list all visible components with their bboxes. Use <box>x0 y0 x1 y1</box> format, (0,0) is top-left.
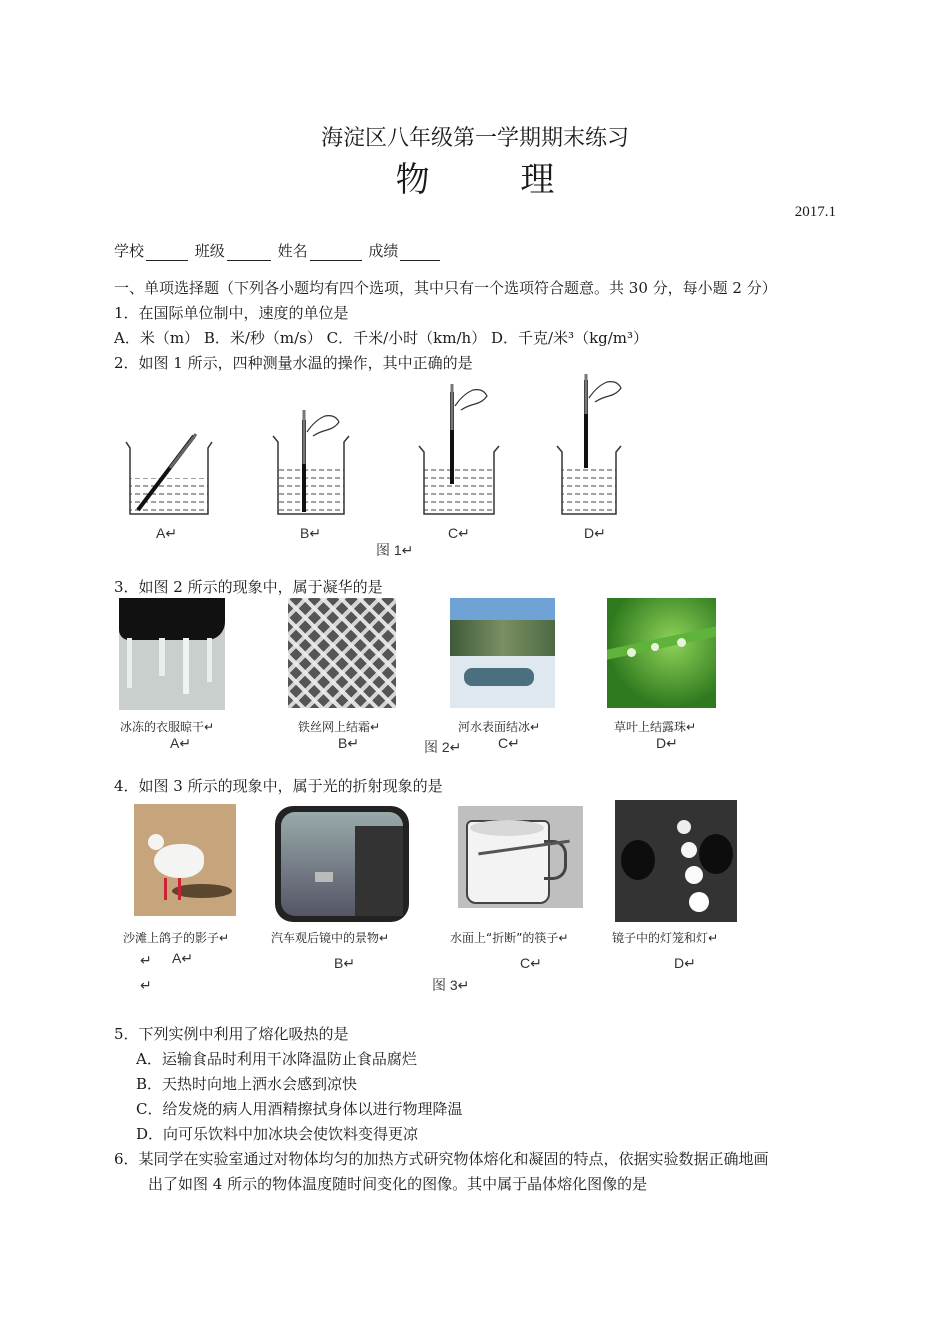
fig2-caption: 图 2↵ <box>424 739 462 755</box>
q5-stem: 5．下列实例中利用了熔化吸热的是 <box>114 1025 349 1043</box>
q5-option-d: D．向可乐饮料中加冰块会使饮料变得更凉 <box>136 1125 419 1143</box>
q5-option-b: B．天热时向地上洒水会感到凉快 <box>136 1075 358 1093</box>
fig3-label-a: A↵ <box>172 950 194 966</box>
score-blank[interactable] <box>400 244 440 261</box>
figure-1-beakers <box>110 370 650 530</box>
q3-stem: 3．如图 2 所示的现象中，属于凝华的是 <box>114 578 383 596</box>
fig2-caption-a: 冰冻的衣服晾干↵ <box>120 720 215 734</box>
field-score-label: 成绩 <box>368 242 399 260</box>
photo-lanterns-mirror <box>615 800 737 922</box>
fig3-label-d: D↵ <box>674 955 696 971</box>
fig3-caption-a: 沙滩上鸽子的影子↵ <box>123 931 230 945</box>
photo-dew-on-leaf <box>607 598 716 708</box>
school-blank[interactable] <box>146 244 188 261</box>
exam-title: 海淀区八年级第一学期期末练习 <box>320 126 629 151</box>
name-blank[interactable] <box>310 244 362 261</box>
beaker-c <box>419 384 499 514</box>
fig1-label-a: A↵ <box>156 525 178 541</box>
student-info-row <box>114 240 442 261</box>
section-heading: 一、单项选择题（下列各小题均有四个选项，其中只有一个选项符合题意。共 30 分，每小题 2 分） <box>114 279 777 297</box>
fig3-label-b: B↵ <box>334 955 356 971</box>
fig2-caption-d: 草叶上结露珠↵ <box>614 720 697 734</box>
beaker-b <box>273 410 349 514</box>
photo-pigeon-shadow <box>134 804 236 916</box>
q1-stem: 1．在国际单位制中，速度的单位是 <box>114 304 349 322</box>
exam-date: 2017.1 <box>794 204 836 220</box>
fig2-label-b: B↵ <box>338 735 360 751</box>
beaker-a <box>126 434 212 514</box>
fig3-caption-c: 水面上“折断”的筷子↵ <box>450 931 569 945</box>
beaker-d <box>557 374 621 514</box>
photo-frost-wire-mesh <box>288 598 396 708</box>
fig2-label-c: C↵ <box>498 735 520 751</box>
q4-stem: 4．如图 3 所示的现象中，属于光的折射现象的是 <box>114 777 443 795</box>
q1-options: A．米（m） B．米/秒（m/s） C．千米/小时（km/h） D．千克/米³（kg/m³） <box>114 329 649 347</box>
fig3-caption-b: 汽车观后镜中的景物↵ <box>271 931 390 945</box>
fig1-caption: 图 1↵ <box>376 542 414 558</box>
fig2-label-d: D↵ <box>656 735 678 751</box>
q5-option-a: A．运输食品时利用干冰降温防止食品腐烂 <box>136 1050 417 1068</box>
fig1-label-b: B↵ <box>300 525 322 541</box>
fig2-label-a: A↵ <box>170 735 192 751</box>
fig3-caption-d: 镜子中的灯笼和灯↵ <box>612 931 719 945</box>
fig2-caption-c: 河水表面结冰↵ <box>458 720 541 734</box>
field-school-label: 学校 <box>114 242 145 260</box>
photo-river-ice <box>450 598 555 708</box>
fig1-label-c: C↵ <box>448 525 470 541</box>
q6-stem-line1: 6．某同学在实验室通过对物体均匀的加热方式研究物体熔化和凝固的特点，依据实验数据正确地画 <box>114 1150 769 1168</box>
fig3-label-c: C↵ <box>520 955 542 971</box>
field-name-label: 姓名 <box>277 242 308 260</box>
fig3-return-mark-2: ↵ <box>140 977 152 993</box>
q6-stem-line2: 出了如图 4 所示的物体温度随时间变化的图像。其中属于晶体熔化图像的是 <box>148 1175 648 1193</box>
class-blank[interactable] <box>227 244 271 261</box>
subject-title: 物 理 <box>395 160 595 200</box>
fig1-label-d: D↵ <box>584 525 606 541</box>
fig3-return-mark-1: ↵ <box>140 952 152 968</box>
fig3-caption: 图 3↵ <box>432 977 470 993</box>
photo-frozen-clothes <box>119 598 225 710</box>
field-class-label: 班级 <box>194 242 225 260</box>
q5-option-c: C．给发烧的病人用酒精擦拭身体以进行物理降温 <box>136 1100 463 1118</box>
photo-car-mirror <box>275 806 409 922</box>
photo-bent-chopsticks <box>458 806 583 908</box>
fig2-caption-b: 铁丝网上结霜↵ <box>298 720 381 734</box>
q2-stem: 2．如图 1 所示，四种测量水温的操作，其中正确的是 <box>114 354 473 372</box>
